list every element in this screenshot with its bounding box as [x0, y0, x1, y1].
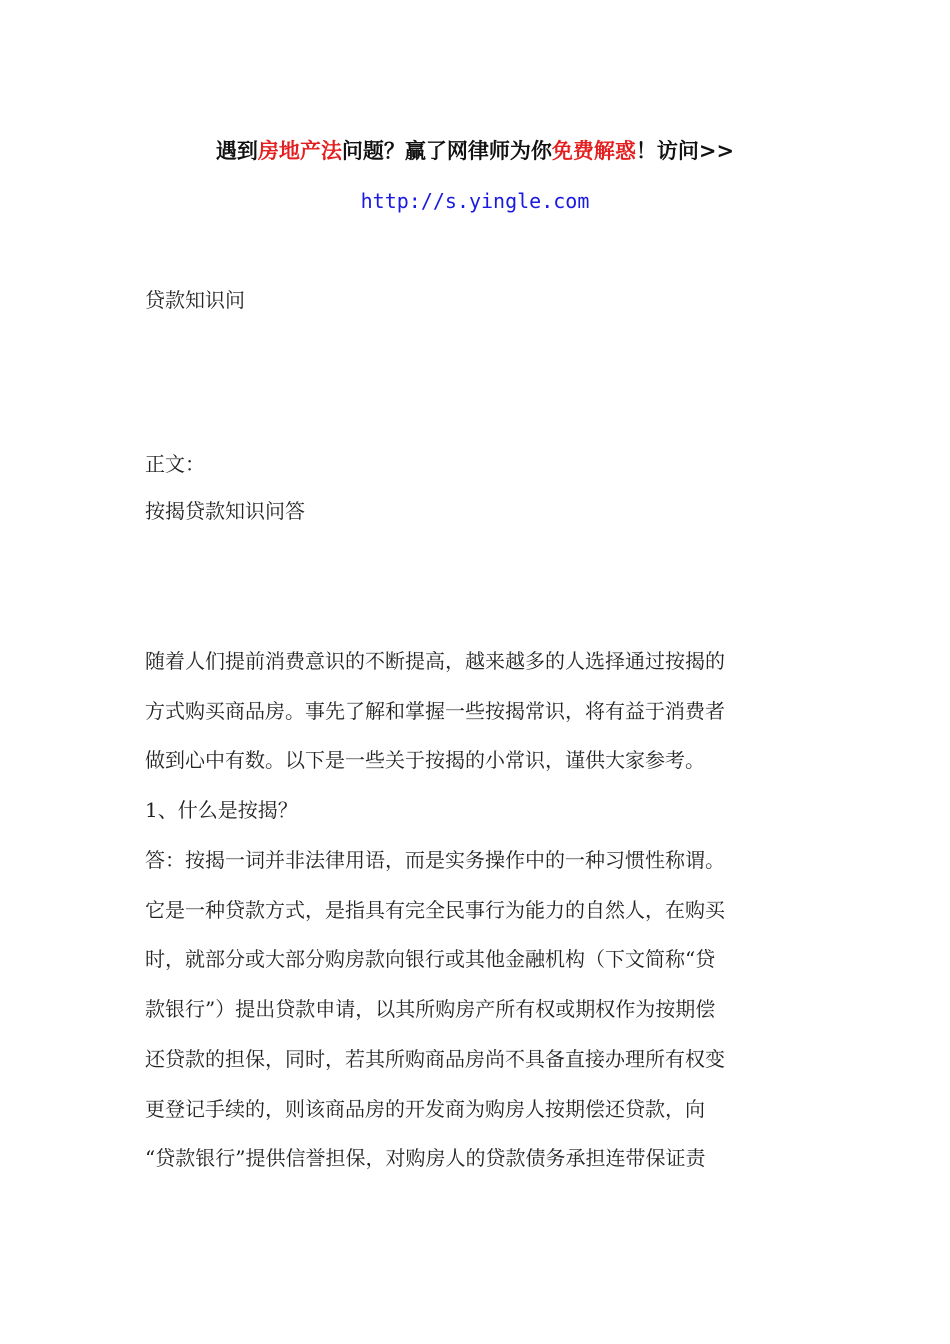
- body-line-10: 更登记手续的，则该商品房的开发商为购房人按期偿还贷款，向: [145, 1097, 705, 1121]
- body-line-2: 方式购买商品房。事先了解和掌握一些按揭常识，将有益于消费者: [145, 699, 725, 723]
- body-line-6: 它是一种贷款方式，是指具有完全民事行为能力的自然人，在购买: [145, 898, 725, 922]
- banner-text-3: ！访问>>: [635, 138, 735, 163]
- ad-banner[interactable]: [0, 136, 950, 166]
- question-heading: 1、什么是按揭？: [145, 798, 298, 822]
- website-link[interactable]: http://s.yingle.com: [360, 189, 590, 213]
- body-label: 正文：: [145, 452, 205, 476]
- body-line-1: 随着人们提前消费意识的不断提高，越来越多的人选择通过按揭的: [145, 649, 725, 673]
- article-title: 按揭贷款知识问答: [145, 499, 305, 523]
- document-title: 贷款知识问: [145, 288, 245, 312]
- body-line-11: “贷款银行”提供信誉担保，对购房人的贷款债务承担连带保证责: [145, 1146, 706, 1170]
- body-line-9: 还贷款的担保，同时，若其所购商品房尚不具备直接办理所有权变: [145, 1047, 725, 1071]
- banner-highlight-free: 免费解惑: [551, 138, 636, 163]
- banner-text-1: 遇到: [215, 138, 258, 163]
- body-line-3: 做到心中有数。以下是一些关于按揭的小常识，谨供大家参考。: [145, 748, 705, 772]
- banner-text-2: 问题？赢了网律师为你: [341, 138, 552, 163]
- body-line-5: 答：按揭一词并非法律用语，而是实务操作中的一种习惯性称谓。: [145, 848, 725, 872]
- body-line-8: 款银行”）提出贷款申请，以其所购房产所有权或期权作为按期偿: [145, 997, 716, 1021]
- banner-highlight-real-estate-law: 房地产法: [257, 138, 342, 163]
- body-line-7: 时，就部分或大部分购房款向银行或其他金融机构（下文简称“贷: [145, 947, 716, 971]
